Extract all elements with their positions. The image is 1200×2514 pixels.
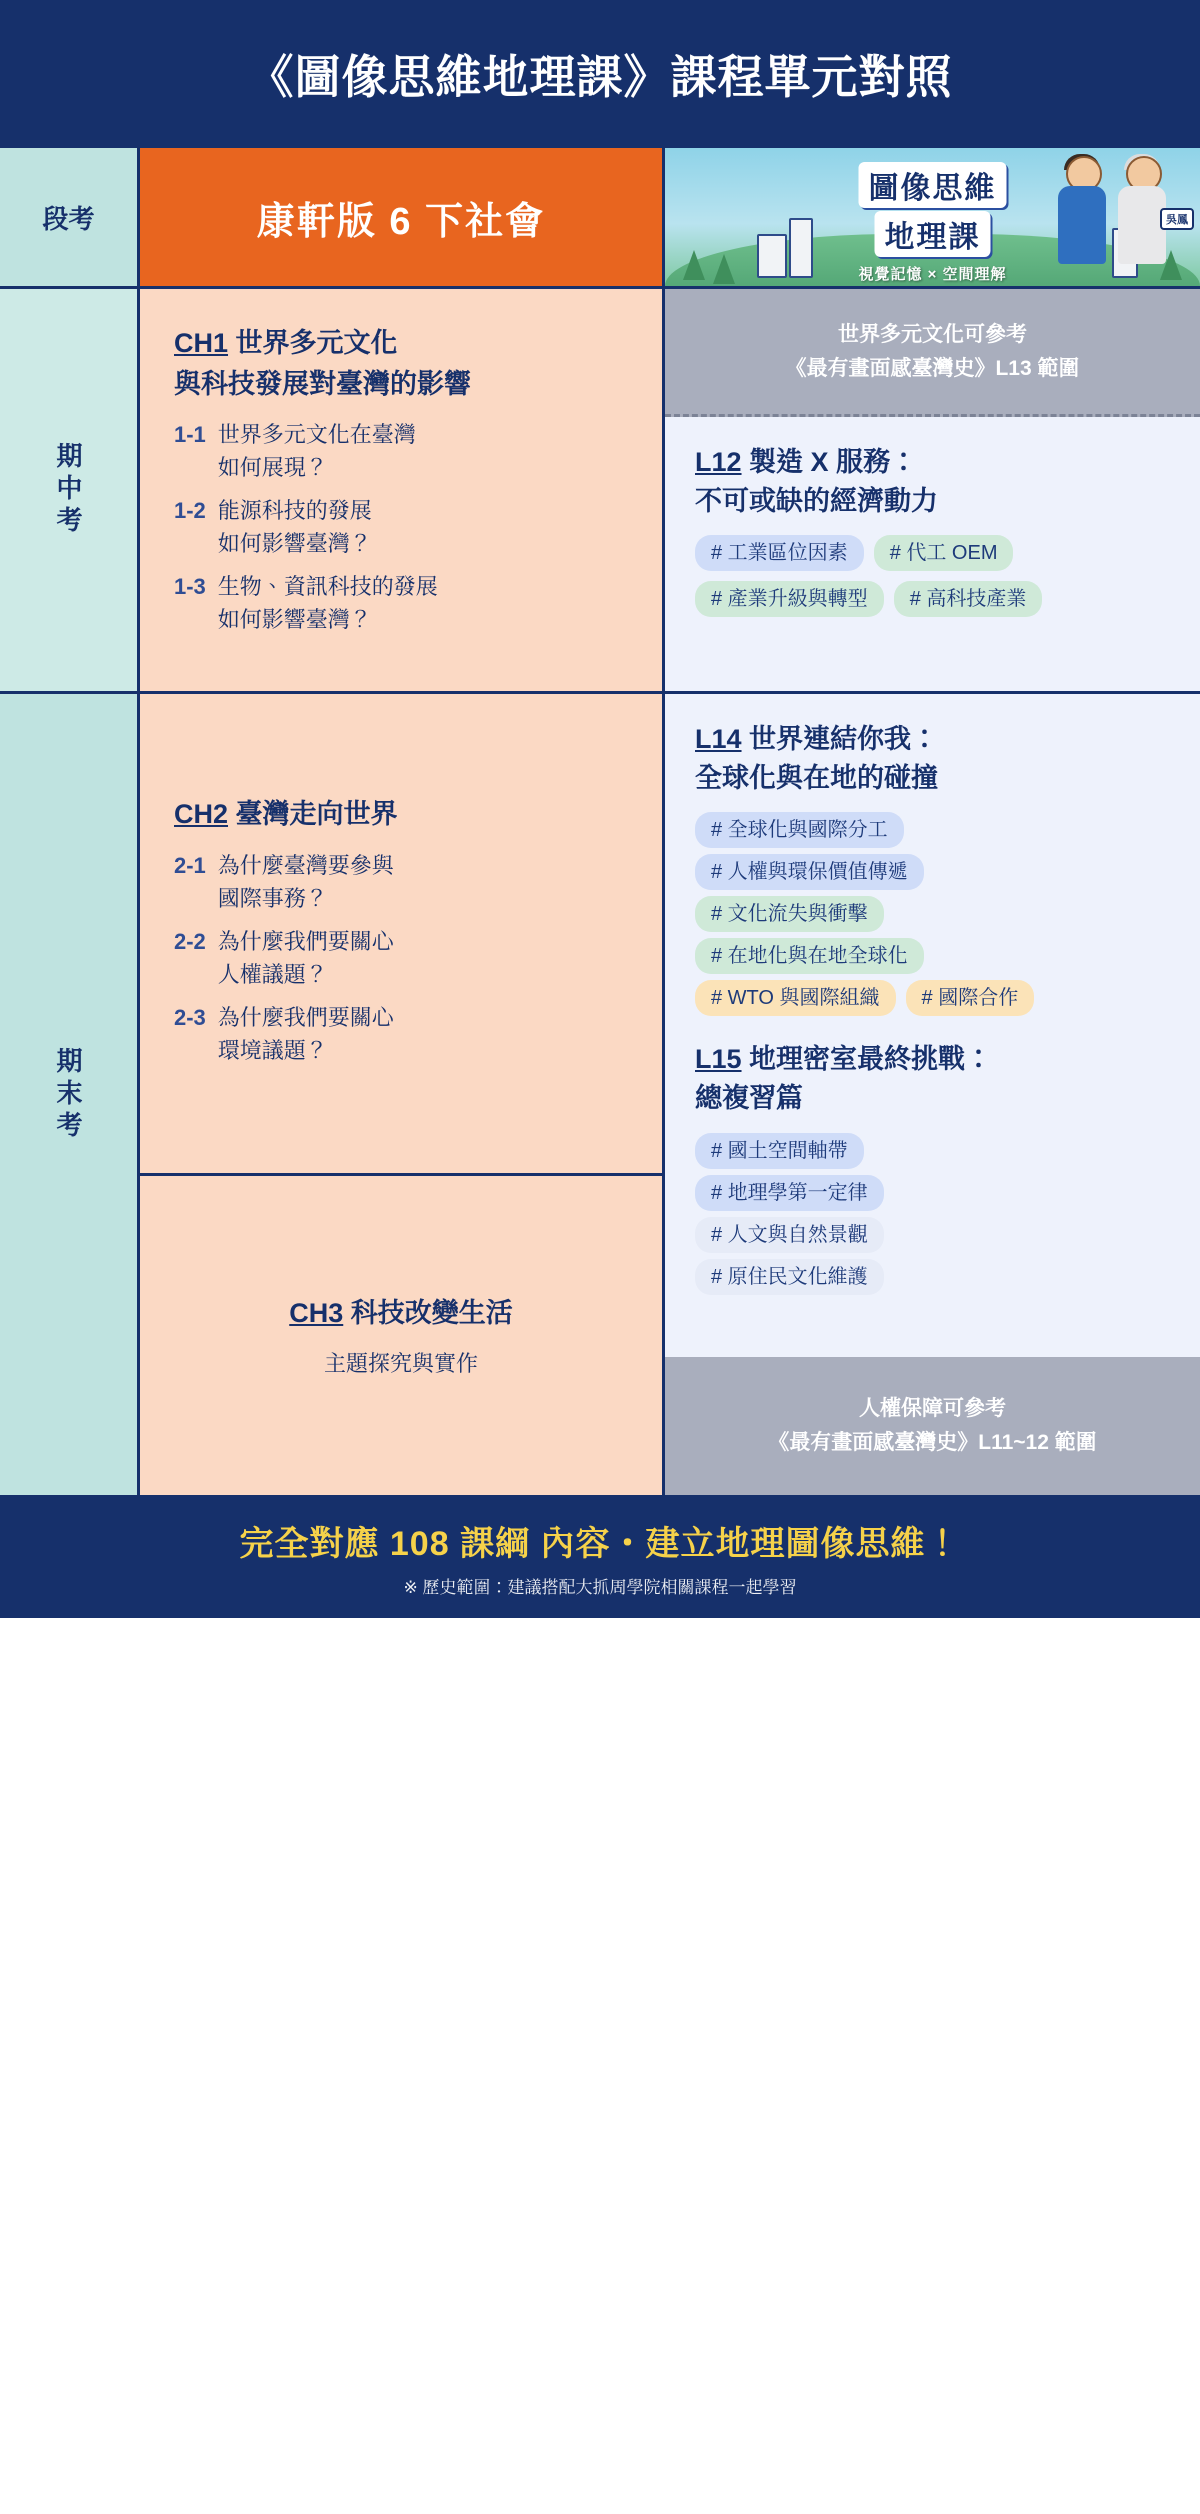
item-text-line1: 生物、資訊科技的發展 xyxy=(217,574,438,599)
lesson-number: L14 xyxy=(695,724,742,754)
course-column-final xyxy=(665,694,1200,1498)
item-text-line2: 如何影響臺灣？ xyxy=(217,531,372,556)
chapter-title-ch3 xyxy=(174,1293,628,1334)
tag-chip: # WTO 與國際組織 xyxy=(695,980,896,1016)
lesson-tags-l14 xyxy=(695,812,1170,848)
course-banner xyxy=(665,148,1200,289)
lesson-tags-l14-row3 xyxy=(695,896,1170,932)
item-number: 2-3 xyxy=(174,1004,206,1030)
row-final xyxy=(0,694,1200,1498)
chapter-ch3 xyxy=(140,1176,665,1498)
chapter-subtitle-ch3: 主題探究與實作 xyxy=(323,1351,478,1377)
lesson-tags-l15-row2 xyxy=(695,1175,1170,1211)
lesson-tags-l14-row4 xyxy=(695,938,1170,974)
lesson-title-line2: 全球化與在地的碰撞 xyxy=(695,763,938,794)
row-midterm xyxy=(0,289,1200,694)
item-text-line1: 為什麼我們要關心 xyxy=(217,928,394,954)
lesson-title-line1: 地理密室最終挑戰： xyxy=(749,1044,993,1075)
item-text-line2: 如何展現？ xyxy=(217,455,328,480)
note-line1: 人權保障可參考 xyxy=(859,1397,1006,1421)
chapter-title-line1: 臺灣走向世界 xyxy=(235,799,398,830)
tag-chip: # 人權與環保價值傳遞 xyxy=(695,854,924,890)
lesson-l12 xyxy=(665,417,1200,694)
list-item xyxy=(174,1001,628,1067)
item-number: 1-3 xyxy=(174,574,206,599)
chapter-number: CH1 xyxy=(174,328,229,358)
table-header-row xyxy=(0,148,1200,289)
chapter-number: CH3 xyxy=(289,1297,344,1328)
footer-note: ※ 歷史範圍：建議搭配大抓周學院相關課程一起學習 xyxy=(403,1578,797,1597)
lesson-title-line2: 總複習篇 xyxy=(695,1083,803,1114)
list-item xyxy=(174,494,628,560)
lesson-tags-l14-row5 xyxy=(695,980,1170,1016)
list-item xyxy=(174,418,628,484)
lesson-group-final xyxy=(665,694,1200,1357)
chapter-number: CH2 xyxy=(174,799,229,830)
lesson-title-line2: 不可或缺的經濟動力 xyxy=(695,486,938,517)
item-text-line1: 為什麼臺灣要參與 xyxy=(217,852,394,878)
chapter-title-line2: 與科技發展對臺灣的影響 xyxy=(174,368,471,399)
list-item xyxy=(174,925,628,991)
column-header-textbook: 康軒版 6 下社會 xyxy=(140,148,665,289)
tag-chip: # 高科技產業 xyxy=(894,581,1043,617)
tag-chip: # 原住民文化維護 xyxy=(695,1259,884,1295)
lesson-tags-l14-row2 xyxy=(695,854,1170,890)
item-text-line2: 如何影響臺灣？ xyxy=(217,607,372,632)
lesson-number: L15 xyxy=(695,1044,742,1075)
exam-label-midterm: 期中考 xyxy=(0,289,140,694)
reference-note-midterm xyxy=(665,289,1200,417)
item-text-line1: 為什麼我們要關心 xyxy=(217,1004,394,1030)
reference-note-final xyxy=(665,1357,1200,1498)
lesson-tags-l15-row4 xyxy=(695,1259,1170,1295)
tag-chip: # 人文與自然景觀 xyxy=(695,1217,884,1253)
tag-chip: # 工業區位因素 xyxy=(695,535,864,571)
note-line1: 世界多元文化可參考 xyxy=(838,322,1027,346)
chapter-item-list xyxy=(174,849,628,1077)
textbook-column-final xyxy=(140,694,665,1498)
item-text-line2: 環境議題？ xyxy=(217,1037,328,1063)
footer-headline: 完全對應 108 課綱 內容・建立地理圖像思維！ xyxy=(239,1525,961,1563)
lesson-number: L12 xyxy=(695,447,742,477)
lesson-title-l15 xyxy=(695,1040,1170,1118)
item-text-line2: 人權議題？ xyxy=(217,961,328,987)
lesson-tags-l15-row3 xyxy=(695,1217,1170,1253)
lesson-title-line1: 世界連結你我： xyxy=(749,724,939,754)
page-footer xyxy=(0,1498,1200,1618)
item-number: 2-1 xyxy=(174,852,206,878)
exam-label-final: 期末考 xyxy=(0,694,140,1498)
item-text xyxy=(218,418,628,484)
page-header xyxy=(0,0,1200,148)
chapter-item-list xyxy=(174,418,628,636)
item-number: 2-2 xyxy=(174,928,206,954)
column-header-exam: 段考 xyxy=(0,148,140,289)
item-text xyxy=(218,494,628,560)
tag-chip: # 產業升級與轉型 xyxy=(695,581,884,617)
note-line2: 《最有畫面感臺灣史》L11~12 範圍 xyxy=(768,1431,1097,1454)
banner-subtitle: 視覺記憶 × 空間理解 xyxy=(858,266,1007,283)
lesson-tags-l12 xyxy=(695,535,1170,617)
tag-chip: # 國土空間軸帶 xyxy=(695,1133,864,1169)
tag-chip: # 地理學第一定律 xyxy=(695,1175,884,1211)
item-text xyxy=(218,925,628,991)
tag-chip: # 在地化與在地全球化 xyxy=(695,938,924,974)
tag-chip: # 全球化與國際分工 xyxy=(695,812,904,848)
course-column-midterm xyxy=(665,289,1200,694)
item-number: 1-1 xyxy=(174,422,206,447)
list-item xyxy=(174,849,628,915)
page-title: 《圖像思維地理課》課程單元對照 xyxy=(247,51,953,103)
item-text-line1: 世界多元文化在臺灣 xyxy=(217,422,416,447)
lesson-title-l14 xyxy=(695,720,1170,798)
item-text-line2: 國際事務？ xyxy=(217,885,328,911)
tag-chip: # 國際合作 xyxy=(906,980,1035,1016)
tag-chip: # 代工 OEM xyxy=(874,535,1014,571)
lesson-tags-l15 xyxy=(695,1133,1170,1169)
instructor-avatar xyxy=(1054,156,1110,268)
chapter-ch1 xyxy=(140,289,665,694)
item-text xyxy=(218,570,628,636)
banner-title-line2: 地理課 xyxy=(875,211,991,257)
list-item xyxy=(174,570,628,636)
tag-chip: # 文化流失與衝擊 xyxy=(695,896,884,932)
item-number: 1-2 xyxy=(174,498,206,523)
chapter-ch2 xyxy=(140,694,665,1176)
banner-side-tag: 吳鳳 xyxy=(1160,208,1194,230)
item-text-line1: 能源科技的發展 xyxy=(217,498,372,523)
chapter-title-ch1 xyxy=(174,323,628,404)
instructor-photos xyxy=(1054,156,1170,268)
item-text xyxy=(218,1001,628,1067)
chapter-title-line1: 科技改變生活 xyxy=(350,1297,513,1328)
lesson-title-line1: 製造 X 服務： xyxy=(749,447,918,477)
chapter-title-line1: 世界多元文化 xyxy=(235,328,398,358)
lesson-title-l12 xyxy=(695,443,1170,521)
banner-title-line1: 圖像思維 xyxy=(859,162,1007,208)
note-line2: 《最有畫面感臺灣史》L13 範圍 xyxy=(785,356,1080,380)
chapter-title-ch2 xyxy=(174,794,628,835)
item-text xyxy=(218,849,628,915)
